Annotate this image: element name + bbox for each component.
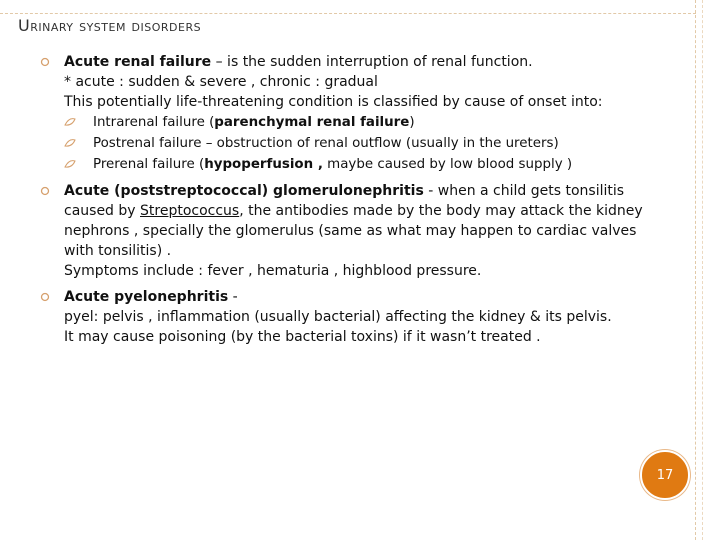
leaf-bullet-icon — [64, 138, 74, 148]
list-item-glomerulonephritis — [64, 181, 684, 281]
text-line: with tonsilitis) . — [64, 243, 172, 259]
list-item-pyelonephritis — [64, 287, 684, 347]
text-line: Acute pyelonephritis - — [64, 289, 238, 305]
text-line: Acute renal failure – is the sudden interruption of renal function. — [64, 54, 533, 70]
text-line: * acute : sudden & severe , chronic : gradual — [64, 74, 378, 90]
text-line: caused by Streptococcus, the antibodies made by the body may attack the kidney — [64, 203, 643, 219]
frame-dashed-right-inner — [702, 0, 703, 540]
slide-content — [64, 52, 684, 347]
circle-bullet-icon — [40, 186, 50, 196]
text-line: This potentially life-threatening condition is classified by cause of onset into: — [64, 94, 603, 110]
sub-item: Intrarenal failure (parenchymal renal failure) — [93, 112, 684, 133]
sub-item: Prerenal failure (hypoperfusion , maybe caused by low blood supply ) — [93, 154, 684, 175]
frame-dashed-right — [695, 0, 696, 540]
text-line: It may cause poisoning (by the bacterial toxins) if it wasn’t treated . — [64, 329, 541, 345]
list-item-acute-renal-failure — [64, 52, 684, 175]
circle-bullet-icon — [40, 57, 50, 67]
leaf-bullet-icon — [64, 159, 74, 169]
text-line: pyel: pelvis , inflammation (usually bacterial) affecting the kidney & its pelvis. — [64, 309, 612, 325]
sub-item: Postrenal failure – obstruction of renal outflow (usually in the ureters) — [93, 133, 684, 154]
text-line: nephrons , specially the glomerulus (same as what may happen to cardiac valves — [64, 223, 637, 239]
text-line: Acute (poststreptococcal) glomerulonephritis - when a child gets tonsilitis — [64, 183, 625, 199]
circle-bullet-icon — [40, 292, 50, 302]
text-line: Symptoms include : fever , hematuria , highblood pressure. — [64, 263, 482, 279]
slide-title: Urinary system disorders — [18, 16, 202, 35]
frame-dashed-top — [0, 13, 696, 14]
page-number-badge: 17 — [640, 450, 690, 500]
leaf-bullet-icon — [64, 117, 74, 127]
